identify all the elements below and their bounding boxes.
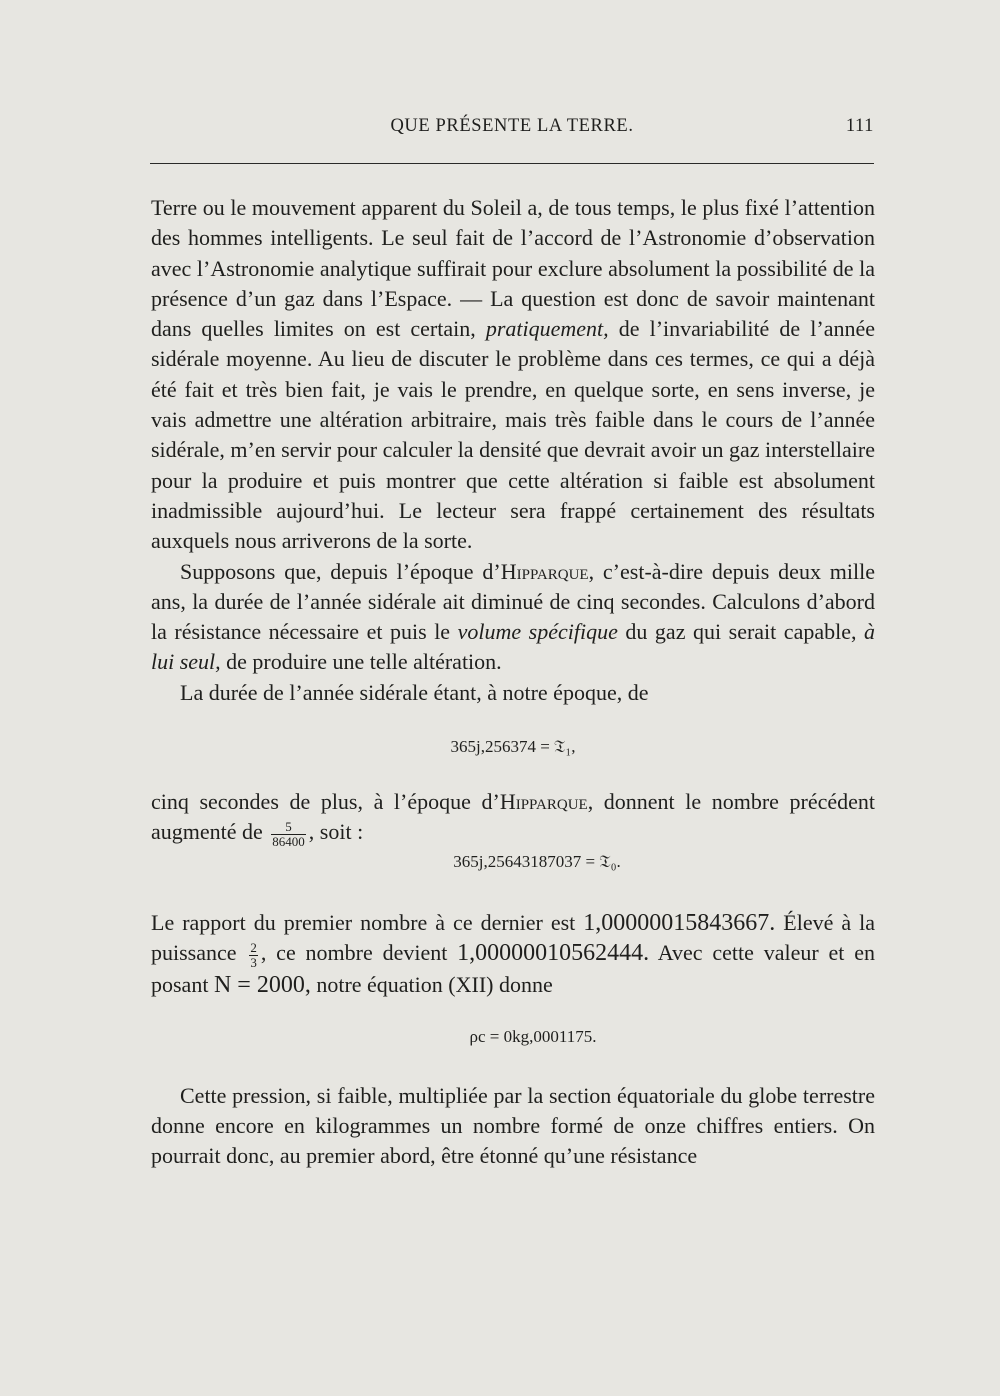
italic-term: pratiquement, xyxy=(485,316,609,342)
name-hipparque: Hipparque xyxy=(500,558,589,584)
paragraph: cinq secondes de plus, à l’époque d’Hipparque, donnent le nombre précédent augmenté de $\frac{5}{86400}$ , soit : xyxy=(151,789,875,849)
number: 1,00000015843667. xyxy=(583,909,776,936)
italic-term: volume spécifique xyxy=(457,619,618,645)
paragraph: Supposons que, depuis l’époque d’Hipparque, c’est-à-dire depuis deux mille ans, la durée de l’année sidérale ait diminué de cinq secondes. Calculons d’abord la résistance nécessaire et puis le volume spécifique du gaz qui serait capable, à lui seul, de produire une telle altération. xyxy=(151,558,876,675)
paragraph: Le rapport du premier nombre à ce dernier est 1,00000015843667. Élevé à la puissance $\frac{2}{3}$ , ce nombre devient 1,00000010562444. Avec cette valeur et en posant N = 2000, notre équation (XII) donne xyxy=(151,909,875,998)
number: N = 2000, xyxy=(213,971,311,998)
paragraph: Terre ou le mouvement apparent du Soleil a, de tous temps, le plus fixé l’attention des hommes intelligents. Le seul fait de l’accord de l’Astronomie d’observation avec l’Astronomie analytique suffirait pour exclure absolument la possibilité de la présence d’un gaz dans l’Espace. — La question est donc de savoir maintenant dans quelles limites on est certain, pratiquement, de l’invariabilité de l’année sidérale moyenne. Au lieu de discuter le problème dans ces termes, ce qui a déjà été fait et très bien fait, je vais le prendre, en quelque sorte, en sens inverse, je vais admettre une altération arbitraire, mais très faible dans le cours de l’année sidérale, m’en servir pour calculer la densité que devrait avoir un gaz interstellaire pour la produire et puis montrer que cette altération si faible est absolument inadmissible aujourd’hui. Le lecteur sera frappé certainement des résultats auxquels nous arriverons de la sorte. xyxy=(151,195,875,554)
fraction: $\frac{2}{3}$ xyxy=(250,939,257,970)
equation: 365j,25643187037 = 𝔗₀. xyxy=(453,851,621,871)
equation: ρc = 0kg,0001175. xyxy=(469,1026,597,1046)
name-hipparque: Hipparque xyxy=(499,789,588,815)
paragraph: La durée de l’année sidérale étant, à notre époque, de xyxy=(180,679,649,705)
running-header xyxy=(150,116,874,140)
fraction: $\frac{5}{86400}$ xyxy=(272,818,305,849)
running-title: QUE PRÉSENTE LA TERRE. xyxy=(390,116,634,136)
body-text xyxy=(151,193,875,1172)
paragraph: Cette pression, si faible, multipliée par la section équatoriale du globe terrestre donne encore en kilogrammes un nombre formé de onze chiffres entiers. On pourrait donc, au premier abord, être étonné qu’une résistance xyxy=(151,1082,875,1169)
number: 1,00000010562444. xyxy=(457,940,650,967)
italic-term: à lui seul, xyxy=(151,619,876,675)
page-number: 111 xyxy=(845,116,874,136)
header-rule xyxy=(150,163,874,164)
equation: 365j,256374 = 𝔗₁, xyxy=(450,737,576,757)
